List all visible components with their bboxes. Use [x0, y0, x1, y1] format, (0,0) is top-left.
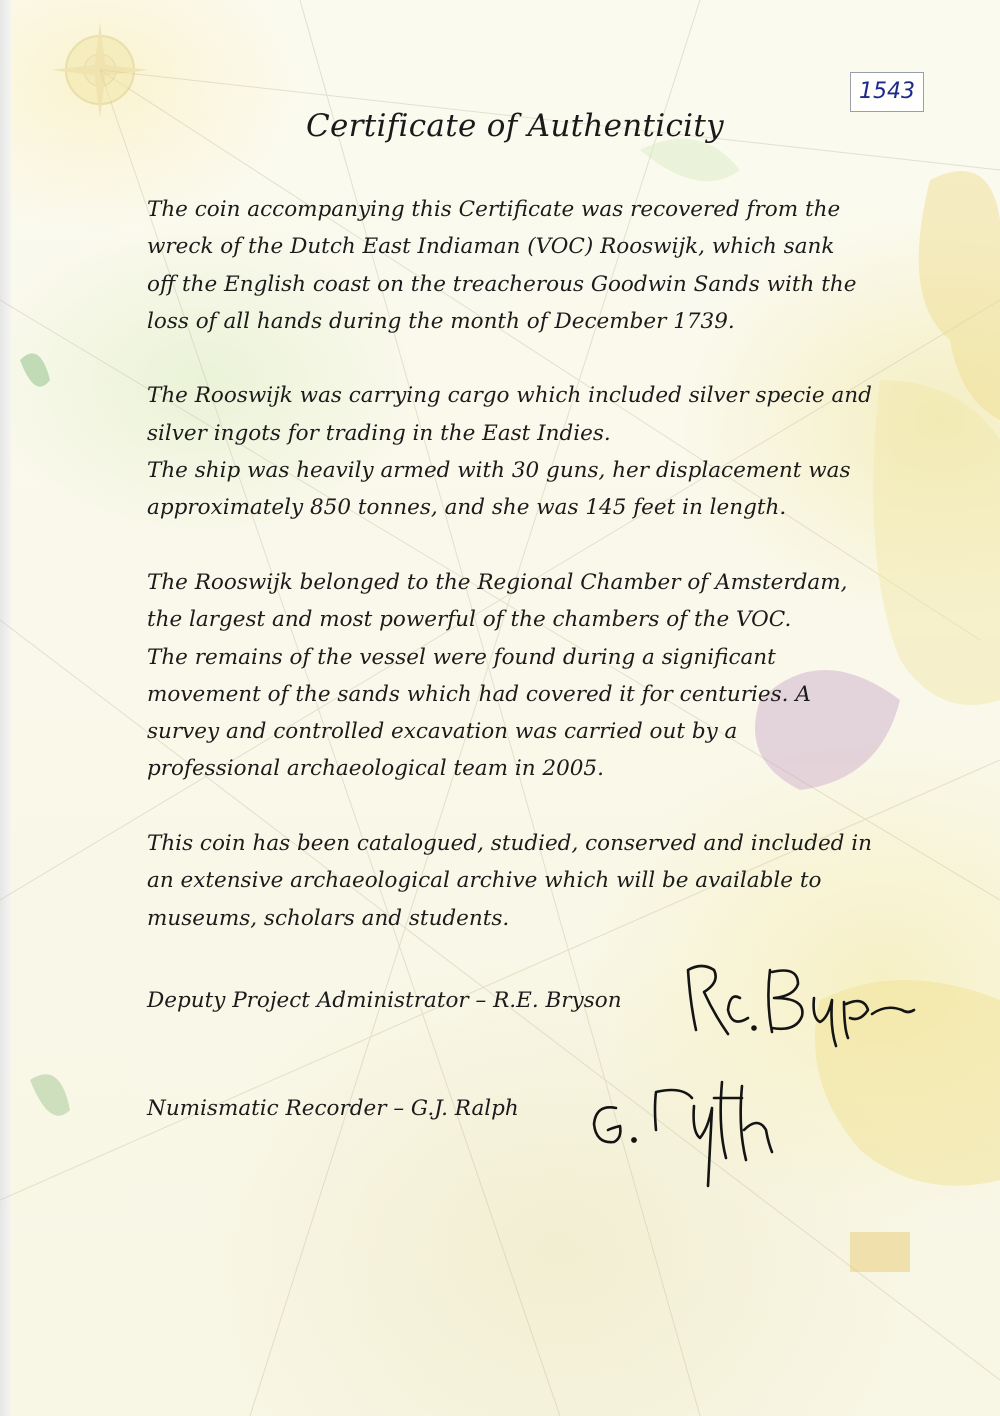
reference-number: 1543: [850, 72, 924, 112]
certificate-title: Certificate of Authenticity: [306, 108, 724, 144]
body-line: The coin accompanying this Certificate was recovered from the: [147, 197, 841, 222]
body-line: wreck of the Dutch East Indiaman (VOC) Rooswijk, which sank: [147, 234, 835, 260]
body-line: movement of the sands which had covered it for centuries. A: [147, 681, 811, 707]
signatory-bryson-line: Deputy Project Administrator – R.E. Bryson: [147, 988, 622, 1013]
body-line: approximately 850 tonnes, and she was 145 feet in length.: [147, 495, 787, 521]
body-line: survey and controlled excavation was carried out by a: [147, 719, 738, 745]
body-line: museums, scholars and students.: [147, 905, 510, 931]
body-line: the largest and most powerful of the chambers of the VOC.: [147, 607, 792, 633]
body-line: The Rooswijk was carrying cargo which included silver specie and: [147, 383, 872, 409]
paragraph-chamber: [147, 564, 897, 788]
paragraph-archive: [147, 825, 897, 937]
body-line: This coin has been catalogued, studied, conserved and included in: [147, 831, 873, 857]
body-line: an extensive archaeological archive which will be available to: [147, 868, 822, 894]
body-line: silver ingots for trading in the East Indies.: [147, 420, 611, 446]
paragraph-cargo: [147, 377, 897, 526]
body-line: off the English coast on the treacherous Goodwin Sands with the: [147, 271, 857, 297]
body-line: professional archaeological team in 2005.: [147, 756, 604, 782]
body-line: The remains of the vessel were found during a significant: [147, 644, 776, 670]
signatory-ralph-line: Numismatic Recorder – G.J. Ralph: [147, 1096, 519, 1121]
body-line: The Rooswijk belonged to the Regional Chamber of Amsterdam,: [147, 569, 848, 595]
compass-rose-icon: [52, 22, 148, 118]
signature-bryson: [668, 952, 918, 1052]
body-line: The ship was heavily armed with 30 guns, her displacement was: [147, 458, 851, 484]
paragraph-recovery: [147, 191, 897, 340]
body-line: loss of all hands during the month of December 1739.: [147, 308, 735, 334]
certificate-body: [147, 191, 897, 937]
signature-ralph: [582, 1068, 792, 1198]
